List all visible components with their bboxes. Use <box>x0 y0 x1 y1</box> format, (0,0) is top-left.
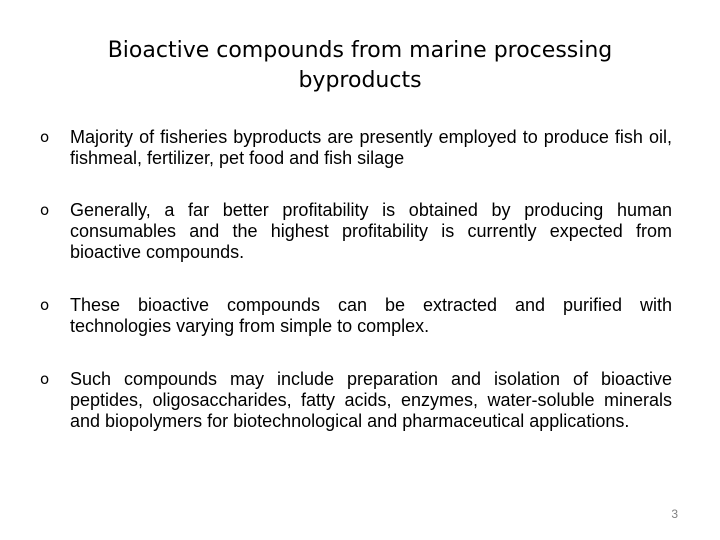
bullet-marker: o <box>40 128 50 146</box>
bullet-spacer <box>40 263 672 295</box>
bullet-spacer <box>40 169 672 200</box>
bullet-item <box>40 200 672 263</box>
bullet-marker: o <box>40 296 50 314</box>
bullet-marker: o <box>40 201 50 219</box>
bullet-spacer <box>40 337 672 369</box>
page-number: 3 <box>671 507 678 521</box>
slide-title: Bioactive compounds from marine processing byproducts <box>107 38 613 93</box>
bullet-text: Majority of fisheries byproducts are presently employed to produce fish oil, fishmeal, fertilizer, pet food and fish silage <box>70 127 672 168</box>
bullet-text: These bioactive compounds can be extracted and purified with technologies varying from simple to complex. <box>70 295 672 336</box>
bullet-text: Generally, a far better profitability is obtained by producing human consumables and the highest profitability is currently expected from bioactive compounds. <box>70 200 672 262</box>
bullet-marker: o <box>40 370 50 388</box>
bullet-text: Such compounds may include preparation and isolation of bioactive peptides, oligosaccharides, fatty acids, enzymes, water-soluble minerals and biopolymers for biotechnological and pharmaceutical applications. <box>70 369 672 431</box>
bullet-item <box>40 369 672 432</box>
bullet-item <box>40 127 672 169</box>
bullet-list <box>40 127 672 432</box>
bullet-item <box>40 295 672 337</box>
